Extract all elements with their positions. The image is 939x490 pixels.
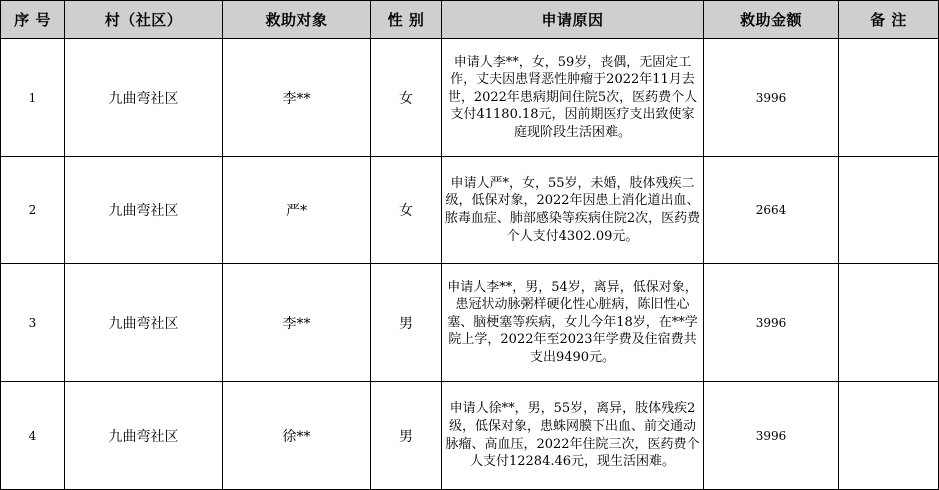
header-seq: 序 号 bbox=[1, 1, 65, 39]
cell-village: 九曲弯社区 bbox=[65, 157, 223, 264]
cell-seq: 2 bbox=[1, 157, 65, 264]
cell-reason: 申请人徐**，男，55岁，离异，肢体残疾2级，低保对象，患蛛网膜下出血、前交通动脉瘤、高血压，2022年住院三次，医药费个人支付12284.46元，现生活困难。 bbox=[442, 382, 704, 490]
cell-reason: 申请人李**，女，59岁，丧偶，无固定工作，丈夫因患肾恶性肿瘤于2022年11月去世，2022年患病期间住院5次，医药费个人支付41180.18元，因前期医疗支出致使家庭现阶段生活困难。 bbox=[442, 39, 704, 157]
cell-reason: 申请人李**，男，54岁，离异，低保对象，患冠状动脉粥样硬化性心脏病，陈旧性心塞、脑梗塞等疾病，女儿今年18岁，在**学院上学，2022年至2023年学费及住宿费共支出9490元。 bbox=[442, 264, 704, 382]
cell-recipient: 徐** bbox=[223, 382, 371, 490]
cell-note bbox=[839, 39, 939, 157]
cell-note bbox=[839, 264, 939, 382]
header-reason: 申请原因 bbox=[442, 1, 704, 39]
cell-recipient: 李** bbox=[223, 39, 371, 157]
table-row bbox=[1, 264, 939, 382]
cell-village: 九曲弯社区 bbox=[65, 264, 223, 382]
header-village: 村（社区） bbox=[65, 1, 223, 39]
cell-recipient: 严* bbox=[223, 157, 371, 264]
cell-seq: 3 bbox=[1, 264, 65, 382]
table-row bbox=[1, 39, 939, 157]
cell-reason: 申请人严*，女，55岁，未婚，肢体残疾二级，低保对象，2022年因患上消化道出血、脓毒血症、肺部感染等疾病住院2次，医药费个人支付4302.09元。 bbox=[442, 157, 704, 264]
cell-village: 九曲弯社区 bbox=[65, 382, 223, 490]
cell-village: 九曲弯社区 bbox=[65, 39, 223, 157]
table-row bbox=[1, 382, 939, 490]
cell-note bbox=[839, 382, 939, 490]
table-header-row bbox=[1, 1, 939, 39]
cell-gender: 男 bbox=[371, 382, 442, 490]
cell-seq: 1 bbox=[1, 39, 65, 157]
cell-gender: 女 bbox=[371, 157, 442, 264]
header-gender: 性 别 bbox=[371, 1, 442, 39]
cell-amount: 3996 bbox=[704, 382, 839, 490]
cell-amount: 2664 bbox=[704, 157, 839, 264]
header-recipient: 救助对象 bbox=[223, 1, 371, 39]
cell-seq: 4 bbox=[1, 382, 65, 490]
cell-note bbox=[839, 157, 939, 264]
header-note: 备 注 bbox=[839, 1, 939, 39]
cell-recipient: 李** bbox=[223, 264, 371, 382]
table-row bbox=[1, 157, 939, 264]
cell-amount: 3996 bbox=[704, 39, 839, 157]
cell-gender: 男 bbox=[371, 264, 442, 382]
cell-amount: 3996 bbox=[704, 264, 839, 382]
header-amount: 救助金额 bbox=[704, 1, 839, 39]
cell-gender: 女 bbox=[371, 39, 442, 157]
